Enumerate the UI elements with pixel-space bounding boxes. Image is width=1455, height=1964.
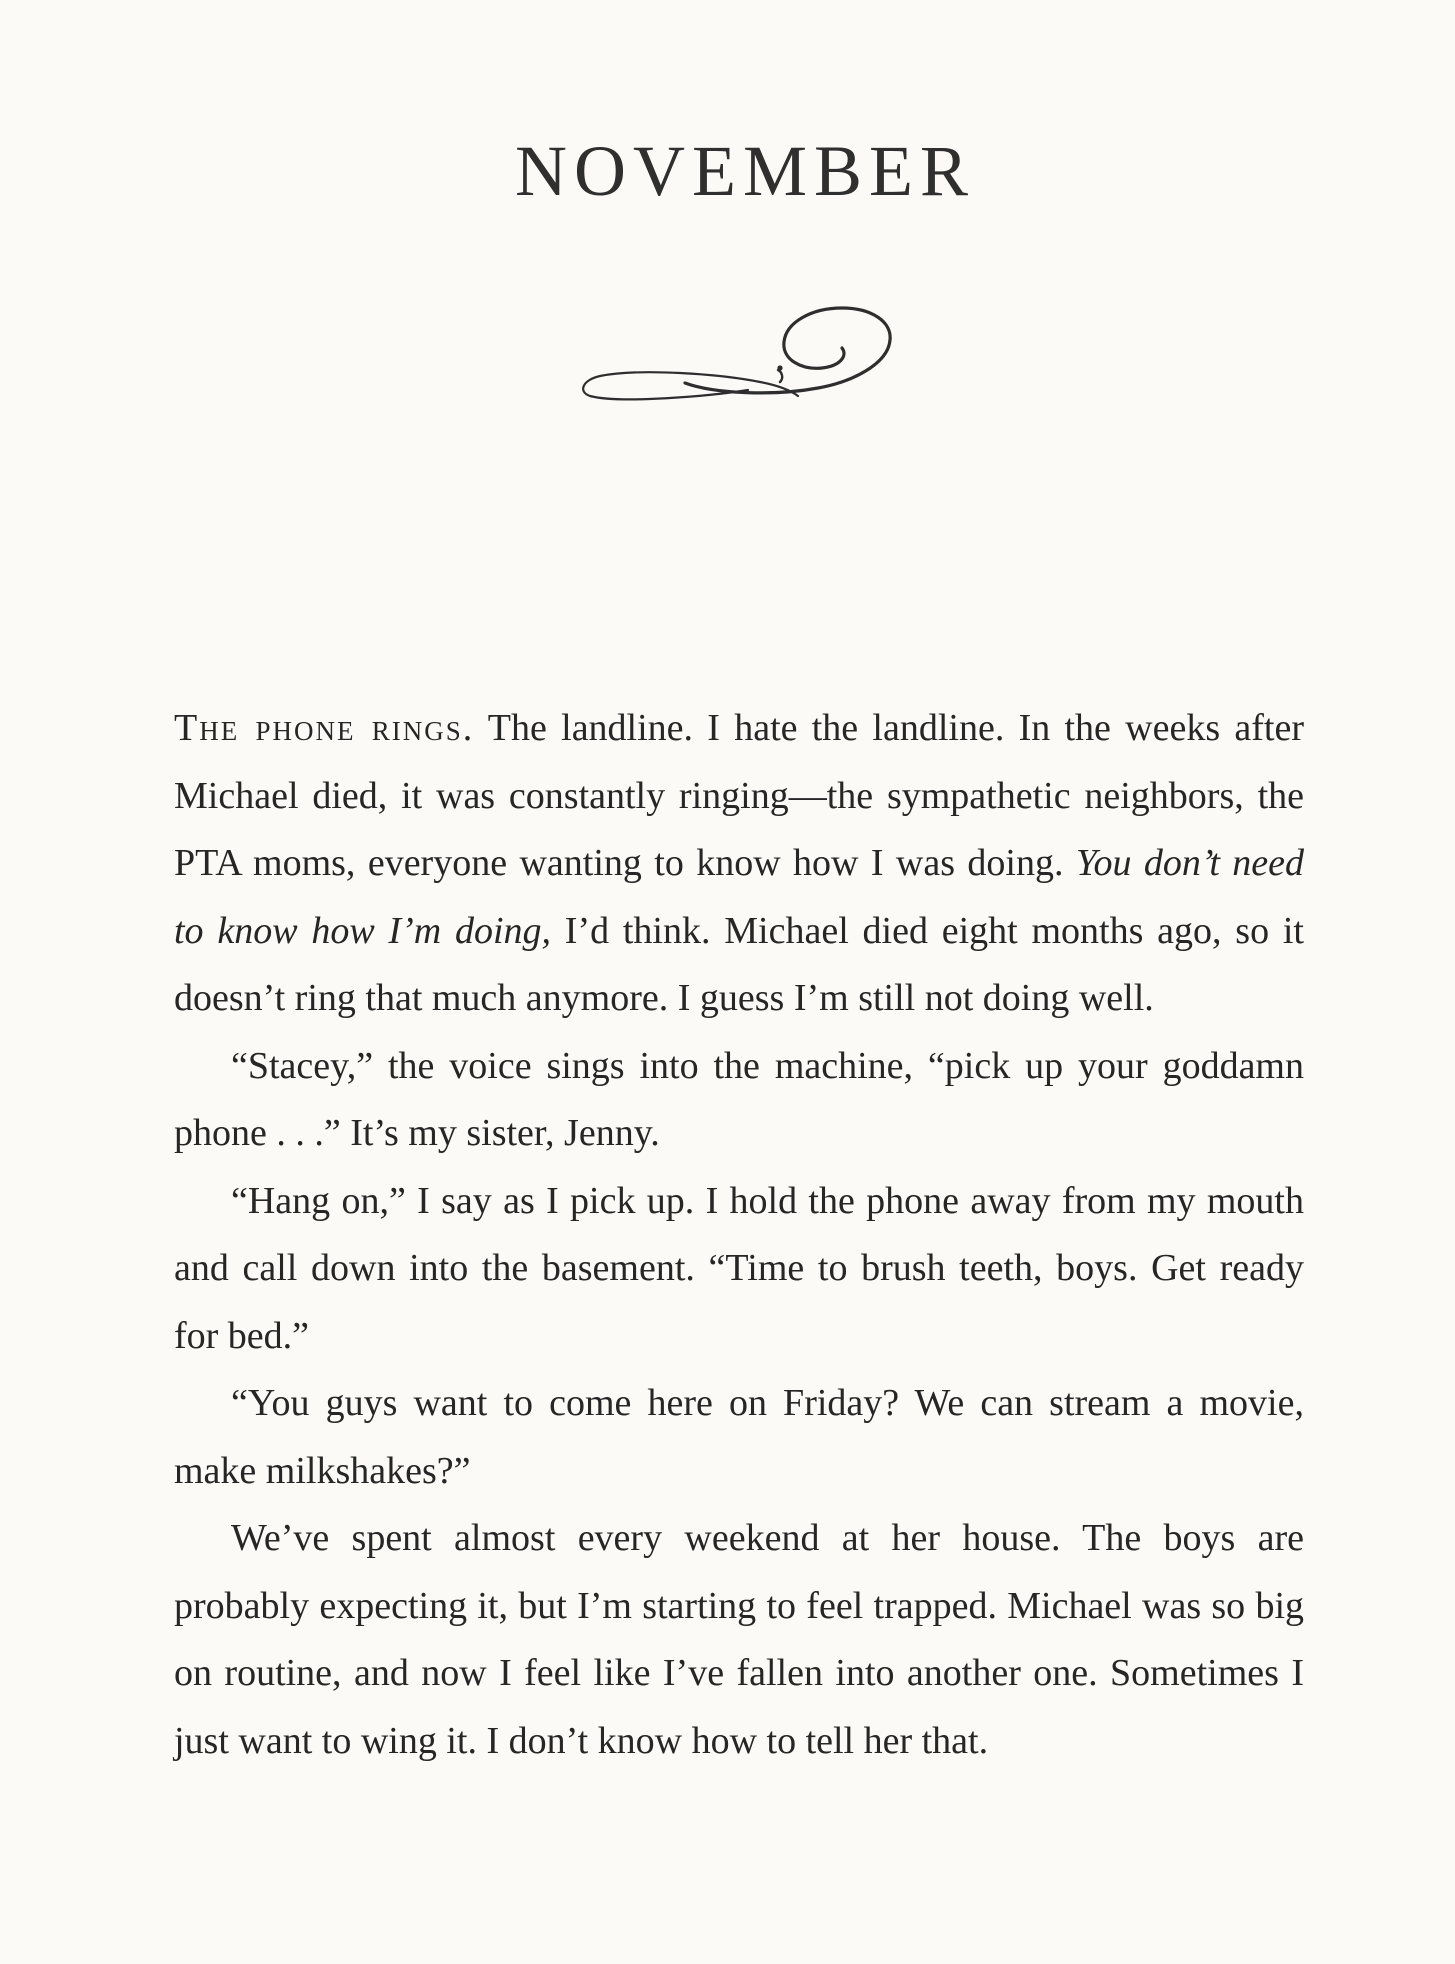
paragraph-text: I’d think. Michael died eight months ago, so it doesn’t ring that much anymore. I guess I’m still not doing well. — [174, 909, 1304, 1019]
paragraph-text: The landline. I hate the landline. In the weeks after Michael died, it was constantly ringing—the sympathetic neighbors, the PTA moms, everyone wanting to know how I was doing. — [174, 707, 1304, 884]
chapter-title: NOVEMBER — [514, 131, 975, 211]
ornamental-flourish — [580, 300, 910, 420]
paragraph-3: “Hang on,” I say as I pick up. I hold the phone away from my mouth and call down into the basement. “Time to brush teeth, boys. Get ready for bed.” — [174, 1179, 1304, 1357]
paragraph-2: “Stacey,” the voice sings into the machine, “pick up your goddamn phone . . .” It’s my sister, Jenny. — [174, 1044, 1304, 1154]
italic-thought: You don’t need to know how I’m doing, — [174, 842, 1304, 952]
lead-in: The phone rings. — [174, 707, 475, 749]
paragraph-4: “You guys want to come here on Friday? We can stream a movie, make milkshakes?” — [174, 1382, 1304, 1492]
chapter-body — [174, 695, 1304, 1775]
paragraph-1 — [174, 695, 1304, 1033]
paragraph-5: We’ve spent almost every weekend at her house. The boys are probably expecting it, but I’m starting to feel trapped. Michael was so big on routine, and now I feel like I’ve fallen into another one. Sometimes I just want to wing it. I don’t know how to tell her that. — [174, 1517, 1304, 1762]
